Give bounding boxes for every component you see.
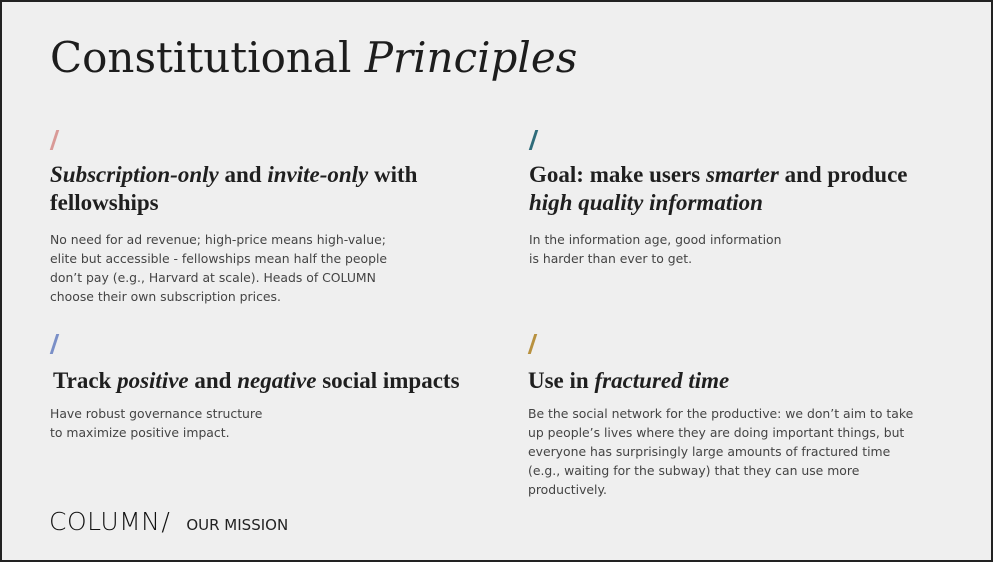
heading-emphasis: high quality information xyxy=(529,190,763,215)
heading-emphasis: invite-only xyxy=(267,162,369,187)
heading-emphasis: positive xyxy=(117,368,189,393)
principle-3 xyxy=(50,333,480,442)
principle-body: No need for ad revenue; high-price means high-value; elite but accessible - fellowships mean half the people don’t pay (e.g., Harvard at scale). Heads of COLUMN choose their own subscription prices. xyxy=(50,232,388,304)
principle-body: Be the social network for the productive: we don’t aim to take up people’s lives where they are doing important things, but everyone has surprisingly large amounts of fractured time (e.g., waiting for the subway) that they can use more productively. xyxy=(528,406,914,497)
brand-footer xyxy=(49,507,288,536)
heading-text: and xyxy=(188,368,238,393)
slash-accent-icon xyxy=(50,333,60,355)
heading-emphasis: negative xyxy=(237,368,317,393)
title-italic: Principles xyxy=(364,33,578,82)
heading-text: with fellowships xyxy=(50,162,418,215)
heading-text: and xyxy=(218,162,268,187)
principle-body: Have robust governance structure to maximize positive impact. xyxy=(50,406,263,440)
principle-2 xyxy=(529,129,949,268)
heading-text: social impacts xyxy=(316,368,460,393)
principle-heading xyxy=(53,367,480,395)
slide-title xyxy=(50,32,577,84)
heading-text: Track xyxy=(53,368,118,393)
principle-1 xyxy=(50,129,450,306)
principle-body: In the information age, good information is harder than ever to get. xyxy=(529,232,782,266)
slash-accent-icon xyxy=(529,129,539,151)
principle-heading xyxy=(529,161,949,217)
heading-text: Goal: make users xyxy=(529,162,706,187)
slash-accent-icon xyxy=(50,129,60,151)
slash-accent-icon xyxy=(528,333,538,355)
column-logo: COLUMN/ xyxy=(49,507,171,536)
heading-emphasis: smarter xyxy=(705,162,779,187)
heading-emphasis: fractured time xyxy=(594,368,730,393)
brand-subtitle: OUR MISSION xyxy=(186,516,289,534)
principle-4 xyxy=(528,333,958,499)
heading-text: Use in xyxy=(528,368,595,393)
principle-heading xyxy=(50,161,450,217)
principle-heading xyxy=(528,367,958,395)
title-main: Constitutional xyxy=(50,33,352,82)
heading-text: and produce xyxy=(778,162,908,187)
heading-emphasis: Subscription-only xyxy=(50,162,219,187)
